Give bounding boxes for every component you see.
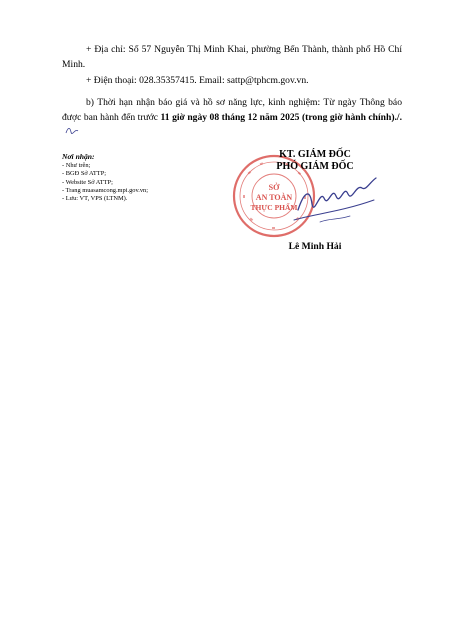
seal-text-line1: SỞ xyxy=(268,183,280,192)
seal-text-line2: AN TOÀN xyxy=(255,193,293,202)
deadline-paragraph xyxy=(62,95,402,140)
phone-paragraph xyxy=(62,73,402,88)
deadline-text: b) Thời hạn nhận báo giá và hồ sơ năng lực, kinh nghiệm: Từ ngày Thông báo được ban hành đến trước xyxy=(62,97,402,123)
recipient-item: - BGĐ Sở ATTP; xyxy=(62,170,107,178)
signature-block xyxy=(250,148,380,258)
recipient-item: - Trang muasamcong.mpi.gov.vn; xyxy=(62,186,149,194)
signer-name: Lê Minh Hải xyxy=(288,241,342,252)
phone-email-text: + Điện thoại: 028.35357415. Email: sattp@tphcm.gov.vn. xyxy=(86,75,309,86)
recipients-heading: Nơi nhận: xyxy=(62,152,95,161)
initials-scribble-icon xyxy=(65,126,79,135)
deadline-bold-text: 11 giờ ngày 08 tháng 12 năm 2025 (trong giờ hành chính)./. xyxy=(160,112,402,123)
signature-title-line1: KT. GIÁM ĐỐC xyxy=(279,149,351,160)
recipients-block xyxy=(62,152,242,203)
address-paragraph xyxy=(62,42,402,72)
signature-title-line2: PHÓ GIÁM ĐỐC xyxy=(276,161,354,172)
seal-text-line3: THỰC PHẨM xyxy=(250,203,298,212)
handwritten-signature-icon xyxy=(290,170,380,232)
recipient-item: - Website Sở ATTP; xyxy=(62,178,113,186)
address-text: + Địa chỉ: Số 57 Nguyễn Thị Minh Khai, phường Bến Thành, thành phố Hồ Chí Minh. xyxy=(62,44,402,70)
recipient-item: - Như trên; xyxy=(62,162,91,169)
recipient-item: - Lưu: VT, VPS (LTNM). xyxy=(62,195,128,203)
